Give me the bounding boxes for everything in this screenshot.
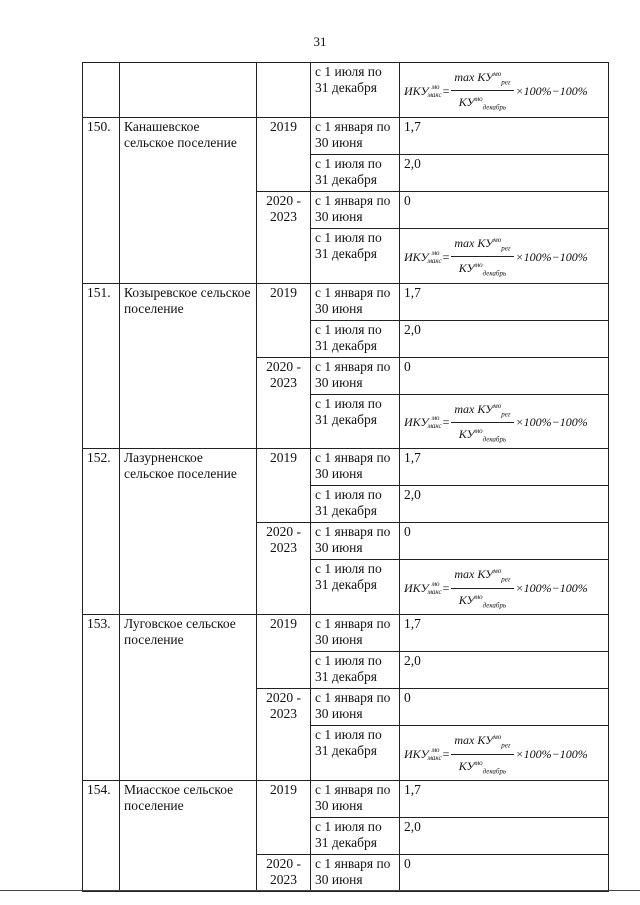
value-cell: 2,0 — [400, 817, 609, 854]
year-cell: 2019 — [257, 780, 311, 854]
formula-lhs-text: ИКУ — [404, 747, 429, 762]
formula-numerator-text: max КУ — [454, 733, 494, 748]
formula-denominator-sub: декабрь — [482, 601, 507, 610]
year-cell: 2019 — [257, 449, 311, 523]
formula-numerator — [451, 232, 513, 257]
formula-numerator-text: max КУ — [454, 70, 494, 84]
formula-fraction — [451, 398, 513, 448]
formula-equals: = — [442, 415, 450, 430]
row-number-cell: 152. — [83, 449, 120, 615]
formula-numerator-text: max КУ — [454, 235, 494, 250]
formula-lhs-sub: макс — [427, 588, 442, 597]
formula-fraction — [451, 729, 513, 779]
settlement-name-cell: Козыревское сельское поселение — [120, 283, 257, 449]
formula-numerator-sup: мо — [493, 70, 502, 78]
period-cell: с 1 января по 30 июня — [311, 689, 400, 726]
formula-cell — [400, 560, 609, 615]
value-cell: 2,0 — [400, 652, 609, 689]
formula-denominator-sup: мо — [474, 261, 483, 270]
formula-lhs-sup: мо — [431, 580, 440, 589]
formula-denominator-text: КУ — [458, 758, 475, 773]
year-cell: 2020 - 2023 — [257, 191, 311, 283]
year-cell: 2019 — [257, 283, 311, 357]
formula-tail: ×100%−100% — [515, 581, 588, 596]
formula — [404, 232, 604, 282]
row-number-cell: 150. — [83, 117, 120, 283]
year-cell: 2020 - 2023 — [257, 689, 311, 781]
formula-denominator-sub: декабрь — [482, 269, 507, 278]
settlement-name-cell: Луговское сельское поселение — [120, 615, 257, 781]
formula — [404, 729, 604, 779]
period-cell: с 1 июля по 31 декабря — [311, 228, 400, 283]
formula-numerator-text: max КУ — [454, 401, 494, 416]
formula-numerator — [451, 563, 513, 588]
table-row — [83, 117, 609, 154]
formula-fraction — [451, 563, 513, 613]
value-cell: 0 — [400, 191, 609, 228]
formula-denominator-sup: мо — [474, 426, 483, 435]
formula-lhs-sup: мо — [431, 82, 440, 91]
formula-lhs-sup: мо — [431, 248, 440, 257]
table-row — [83, 615, 609, 652]
row-number-cell: 151. — [83, 283, 120, 449]
value-cell: 1,7 — [400, 449, 609, 486]
formula-denominator — [456, 755, 509, 779]
period-cell: с 1 июля по 31 декабря — [311, 154, 400, 191]
settlement-name-cell: Миасское сельское поселение — [120, 780, 257, 891]
formula-numerator-sup: мо — [493, 401, 502, 410]
formula-numerator — [451, 398, 513, 423]
formula-numerator-sub: рег — [501, 78, 511, 87]
table-row — [83, 780, 609, 817]
formula-cell — [400, 63, 609, 118]
bottom-border-line — [0, 890, 640, 891]
period-cell: с 1 января по 30 июня — [311, 780, 400, 817]
formula-lhs-text: ИКУ — [404, 83, 429, 98]
formula-lhs-sub: макс — [427, 754, 442, 763]
row-number-cell: 153. — [83, 615, 120, 781]
formula — [404, 563, 604, 613]
formula-lhs — [404, 746, 442, 763]
formula-lhs — [404, 248, 442, 265]
period-cell: с 1 июля по 31 декабря — [311, 652, 400, 689]
period-cell: с 1 января по 30 июня — [311, 357, 400, 394]
period-cell: с 1 января по 30 июня — [311, 117, 400, 154]
formula-numerator-sub: рег — [501, 575, 511, 584]
formula-lhs-sub: макс — [427, 256, 442, 265]
table-row — [83, 449, 609, 486]
formula-fraction — [451, 232, 513, 282]
table-row — [83, 63, 609, 118]
year-cell: 2019 — [257, 117, 311, 191]
period-cell: с 1 июля по 31 декабря — [311, 726, 400, 781]
formula-denominator-sup: мо — [474, 592, 483, 601]
year-cell: 2020 - 2023 — [257, 523, 311, 615]
formula-lhs — [404, 414, 442, 431]
formula-numerator-sup: мо — [493, 567, 502, 576]
formula-lhs — [404, 580, 442, 597]
formula-equals: = — [442, 747, 450, 762]
period-cell: с 1 июля по 31 декабря — [311, 63, 400, 118]
period-cell: с 1 января по 30 июня — [311, 283, 400, 320]
value-cell: 2,0 — [400, 320, 609, 357]
formula-denominator-text: КУ — [458, 426, 475, 441]
formula-denominator-sub: декабрь — [482, 435, 507, 444]
formula-equals: = — [442, 83, 450, 98]
formula-numerator-sub: рег — [501, 409, 511, 418]
value-cell: 1,7 — [400, 283, 609, 320]
period-cell: с 1 июля по 31 декабря — [311, 320, 400, 357]
period-cell: с 1 января по 30 июня — [311, 615, 400, 652]
value-cell: 0 — [400, 854, 609, 891]
formula-numerator-sup: мо — [493, 235, 502, 244]
formula-tail: ×100%−100% — [515, 415, 588, 430]
period-cell: с 1 июля по 31 декабря — [311, 817, 400, 854]
formula-equals: = — [442, 581, 450, 596]
formula-denominator — [456, 589, 509, 613]
year-cell: 2020 - 2023 — [257, 357, 311, 449]
year-cell — [257, 63, 311, 118]
formula-denominator — [456, 423, 509, 447]
value-cell: 1,7 — [400, 780, 609, 817]
formula-denominator-text: КУ — [458, 261, 475, 276]
value-cell: 1,7 — [400, 615, 609, 652]
formula-numerator-sub: рег — [501, 244, 511, 253]
formula-numerator — [451, 729, 513, 754]
formula-numerator-sup: мо — [493, 733, 502, 742]
value-cell: 0 — [400, 523, 609, 560]
row-number-cell: 154. — [83, 780, 120, 891]
table-row — [83, 283, 609, 320]
formula-tail: ×100%−100% — [515, 249, 588, 264]
formula — [404, 398, 604, 448]
formula-lhs-sub: макс — [427, 90, 442, 99]
period-cell: с 1 июля по 31 декабря — [311, 486, 400, 523]
formula-denominator-sub: декабрь — [482, 766, 507, 775]
formula-lhs-sub: макс — [427, 422, 442, 431]
period-cell: с 1 января по 30 июня — [311, 191, 400, 228]
formula-tail: ×100%−100% — [515, 747, 588, 762]
page-number: 31 — [313, 34, 327, 49]
formula-denominator-sup: мо — [474, 758, 483, 767]
formula-denominator-text: КУ — [458, 95, 475, 110]
formula-cell — [400, 228, 609, 283]
value-cell: 1,7 — [400, 117, 609, 154]
formula-equals: = — [442, 249, 450, 264]
settlement-name-cell — [120, 63, 257, 118]
value-cell: 0 — [400, 689, 609, 726]
formula-numerator-text: max КУ — [454, 567, 494, 582]
formula-denominator-sub: декабрь — [482, 103, 507, 112]
tariff-table — [82, 62, 609, 892]
formula-lhs-text: ИКУ — [404, 249, 429, 264]
formula-denominator-text: КУ — [458, 592, 475, 607]
value-cell: 0 — [400, 357, 609, 394]
period-cell: с 1 января по 30 июня — [311, 854, 400, 891]
formula-denominator-sup: мо — [474, 95, 483, 104]
formula — [404, 66, 604, 116]
formula-numerator — [451, 66, 513, 91]
year-cell: 2020 - 2023 — [257, 854, 311, 891]
formula-lhs — [404, 82, 442, 99]
formula-fraction — [451, 66, 513, 116]
period-cell: с 1 июля по 31 декабря — [311, 560, 400, 615]
period-cell: с 1 июля по 31 декабря — [311, 394, 400, 449]
formula-numerator-sub: рег — [501, 741, 511, 750]
formula-tail: ×100%−100% — [515, 83, 588, 98]
value-cell: 2,0 — [400, 486, 609, 523]
formula-denominator — [456, 91, 509, 115]
formula-cell — [400, 726, 609, 781]
period-cell: с 1 января по 30 июня — [311, 523, 400, 560]
formula-lhs-text: ИКУ — [404, 581, 429, 596]
formula-lhs-text: ИКУ — [404, 415, 429, 430]
formula-lhs-sup: мо — [431, 746, 440, 755]
row-number-cell — [83, 63, 120, 118]
period-cell: с 1 января по 30 июня — [311, 449, 400, 486]
value-cell: 2,0 — [400, 154, 609, 191]
formula-denominator — [456, 257, 509, 281]
formula-lhs-sup: мо — [431, 414, 440, 423]
year-cell: 2019 — [257, 615, 311, 689]
settlement-name-cell: Лазурненское сельское поселение — [120, 449, 257, 615]
settlement-name-cell: Канашевское сельское поселение — [120, 117, 257, 283]
formula-cell — [400, 394, 609, 449]
